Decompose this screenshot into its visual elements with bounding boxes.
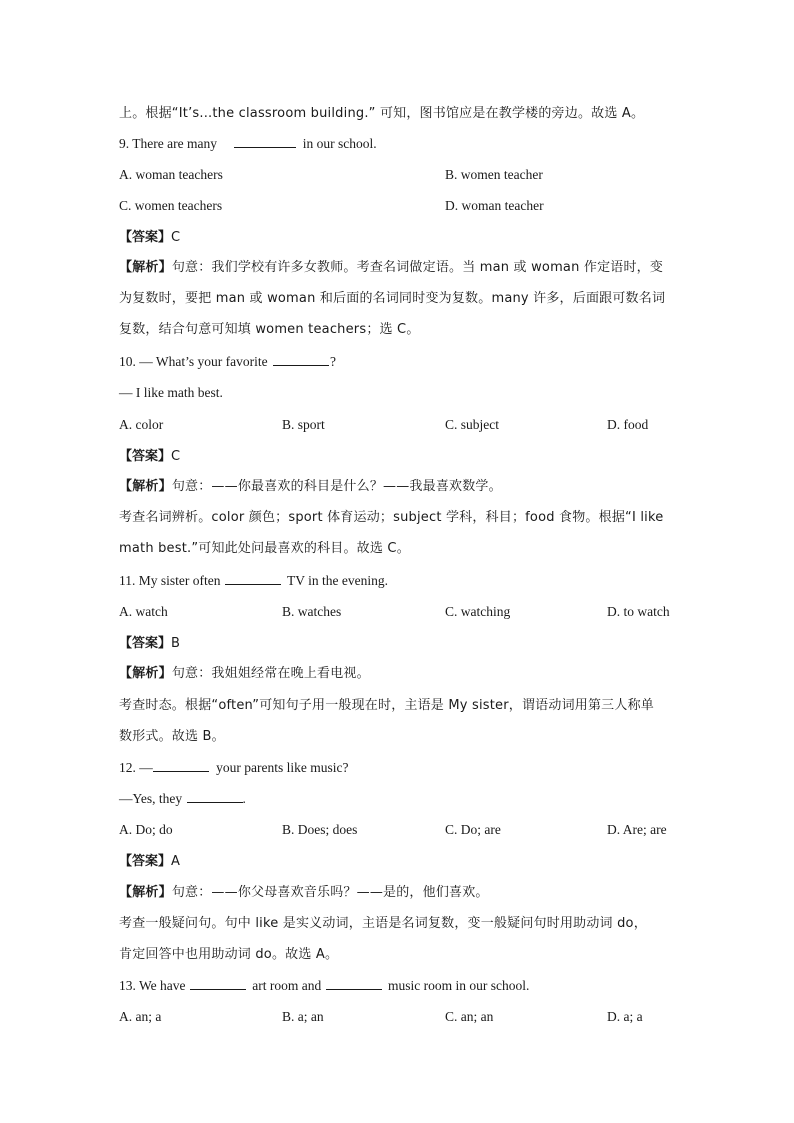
q12-analysis-line-2: 考查一般疑问句。句中 like 是实义动词，主语是名词复数，变一般疑问句时用助动词 do， (119, 916, 647, 931)
q11-analysis-line-2: 考查时态。根据“often”可知句子用一般现在时，主语是 My sister，谓语动词用第三人称单 (119, 698, 654, 713)
q12-option-a: A. Do; do (119, 822, 173, 837)
q9-analysis-line-3: 复数，结合句意可知填 women teachers；选 C。 (119, 322, 420, 337)
answer-blank (187, 789, 243, 803)
answer-blank (234, 134, 296, 148)
q12-answer: 【答案】A (119, 854, 180, 869)
answer-blank (225, 571, 281, 585)
question-12-stem: 12. — your parents like music? (119, 760, 349, 775)
q11-analysis-line-1: 【解析】句意：我姐姐经常在晚上看电视。 (119, 666, 370, 681)
q10-option-a: A. color (119, 417, 164, 432)
q10-answer: 【答案】C (119, 449, 181, 464)
q9-option-d: D. woman teacher (445, 198, 544, 213)
question-13-stem: 13. We have art room and music room in our school. (119, 978, 530, 993)
question-11-stem: 11. My sister often TV in the evening. (119, 573, 388, 588)
q12-option-c: C. Do; are (445, 822, 501, 837)
answer-blank (153, 758, 209, 772)
q13-option-c: C. an; an (445, 1009, 494, 1024)
question-10-stem: 10. — What’s your favorite ? (119, 354, 336, 369)
q11-option-c: C. watching (445, 604, 511, 619)
q12-analysis-line-1: 【解析】句意：——你父母喜欢音乐吗？——是的，他们喜欢。 (119, 885, 489, 900)
q9-answer: 【答案】C (119, 230, 181, 245)
question-9-stem: 9. There are many in our school. (119, 136, 377, 151)
question-10-reply: — I like math best. (119, 385, 223, 400)
q10-analysis-line-1: 【解析】句意：——你最喜欢的科目是什么？——我最喜欢数学。 (119, 479, 502, 494)
q9-analysis-line-2: 为复数时，要把 man 或 woman 和后面的名词同时变为复数。many 许多，后面跟可数名词 (119, 291, 666, 306)
q12-option-b: B. Does; does (282, 822, 358, 837)
q13-option-b: B. a; an (282, 1009, 324, 1024)
q11-analysis-line-3: 数形式。故选 B。 (119, 729, 225, 744)
q13-option-d: D. a; a (607, 1009, 643, 1024)
q13-option-a: A. an; a (119, 1009, 162, 1024)
question-12-reply: —Yes, they . (119, 791, 246, 806)
q12-analysis-line-3: 肯定回答中也用助动词 do。故选 A。 (119, 947, 339, 962)
q12-option-d: D. Are; are (607, 822, 667, 837)
q10-option-d: D. food (607, 417, 649, 432)
intro-text: 上。根据“It’s...the classroom building.” 可知，图书馆应是在教学楼的旁边。故选 A。 (119, 106, 645, 121)
q11-answer: 【答案】B (119, 636, 180, 651)
q10-option-c: C. subject (445, 417, 499, 432)
q10-option-b: B. sport (282, 417, 325, 432)
q9-option-c: C. women teachers (119, 198, 223, 213)
q9-analysis-line-1: 【解析】句意：我们学校有许多女教师。考查名词做定语。当 man 或 woman 作定语时，变 (119, 260, 664, 275)
answer-blank (190, 976, 246, 990)
q9-option-a: A. woman teachers (119, 167, 223, 182)
q11-option-a: A. watch (119, 604, 168, 619)
answer-blank (273, 352, 329, 366)
q9-option-b: B. women teacher (445, 167, 543, 182)
q11-option-d: D. to watch (607, 604, 670, 619)
q11-option-b: B. watches (282, 604, 342, 619)
answer-blank (326, 976, 382, 990)
q10-analysis-line-3: math best.”可知此处问最喜欢的科目。故选 C。 (119, 541, 410, 556)
q10-analysis-line-2: 考查名词辨析。color 颜色；sport 体育运动；subject 学科，科目；food 食物。根据“I like (119, 510, 664, 525)
